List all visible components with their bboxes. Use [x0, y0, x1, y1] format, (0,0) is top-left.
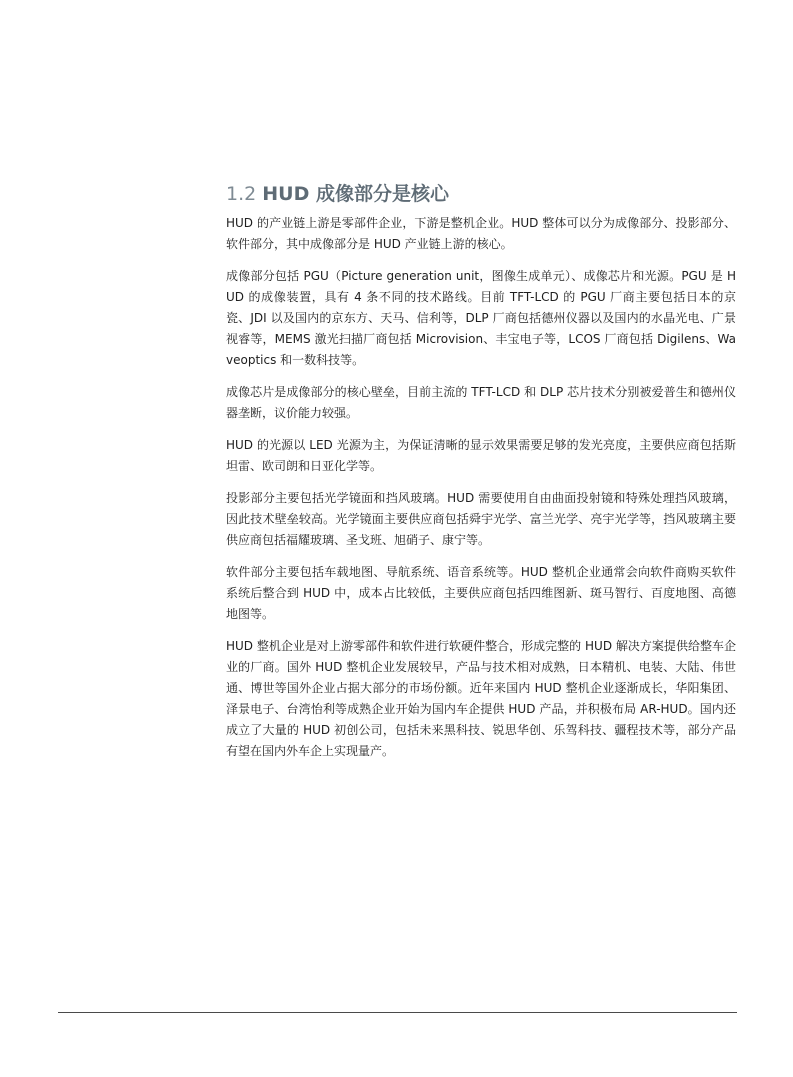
paragraph-imaging-chip: 成像芯片是成像部分的核心壁垒，目前主流的 TFT-LCD 和 DLP 芯片技术分别被爱普生和德州仪器垄断，议价能力较强。: [226, 385, 736, 420]
section-number: 1.2: [226, 183, 257, 205]
paragraph-projection: 投影部分主要包括光学镜面和挡风玻璃。HUD 需要使用自由曲面投射镜和特殊处理挡风玻璃，因此技术壁垒较高。光学镜面主要供应商包括舜宇光学、富兰光学、亮宇光学等，挡风玻璃主要供应商包括福耀玻璃、圣戈班、旭硝子、康宁等。: [226, 491, 736, 547]
paragraph-imaging-components: 成像部分包括 PGU（Picture generation unit，图像生成单元）、成像芯片和光源。PGU 是 HUD 的成像装置，具有 4 条不同的技术路线。目前 TFT-LCD 的 PGU 厂商主要包括日本的京瓷、JDI 以及国内的京东方、天马、信利等，DLP 厂商包括德州仪器以及国内的水晶光电、广景视睿等，MEMS 激光扫描厂商包括 Microvision、丰宝电子等，LCOS 厂商包括 Digilens、Waveoptics 和一数科技等。: [226, 269, 736, 367]
section-heading: [226, 181, 736, 207]
paragraph-hud-makers: HUD 整机企业是对上游零部件和软件进行软硬件整合，形成完整的 HUD 解决方案提供给整车企业的厂商。国外 HUD 整机企业发展较早，产品与技术相对成熟，日本精机、电装、大陆、伟世通、博世等国外企业占据大部分的市场份额。近年来国内 HUD 整机企业逐渐成长，华阳集团、泽景电子、台湾怡利等成熟企业开始为国内车企提供 HUD 产品，并积极布局 AR-HUD。国内还成立了大量的 HUD 初创公司，包括未来黑科技、锐思华创、乐驾科技、疆程技术等，部分产品有望在国内外车企上实现量产。: [226, 639, 736, 758]
paragraph-software: 软件部分主要包括车载地图、导航系统、语音系统等。HUD 整机企业通常会向软件商购买软件系统后整合到 HUD 中，成本占比较低，主要供应商包括四维图新、斑马智行、百度地图、高德地图等。: [226, 565, 736, 621]
section-title: HUD 成像部分是核心: [262, 183, 449, 205]
paragraph-industry-chain: HUD 的产业链上游是零部件企业，下游是整机企业。HUD 整体可以分为成像部分、投影部分、软件部分，其中成像部分是 HUD 产业链上游的核心。: [226, 216, 736, 251]
paragraph-light-source: HUD 的光源以 LED 光源为主，为保证清晰的显示效果需要足够的发光亮度，主要供应商包括斯坦雷、欧司朗和日亚化学等。: [226, 438, 736, 473]
section-content: [226, 181, 736, 773]
footer-divider: [58, 1012, 737, 1013]
